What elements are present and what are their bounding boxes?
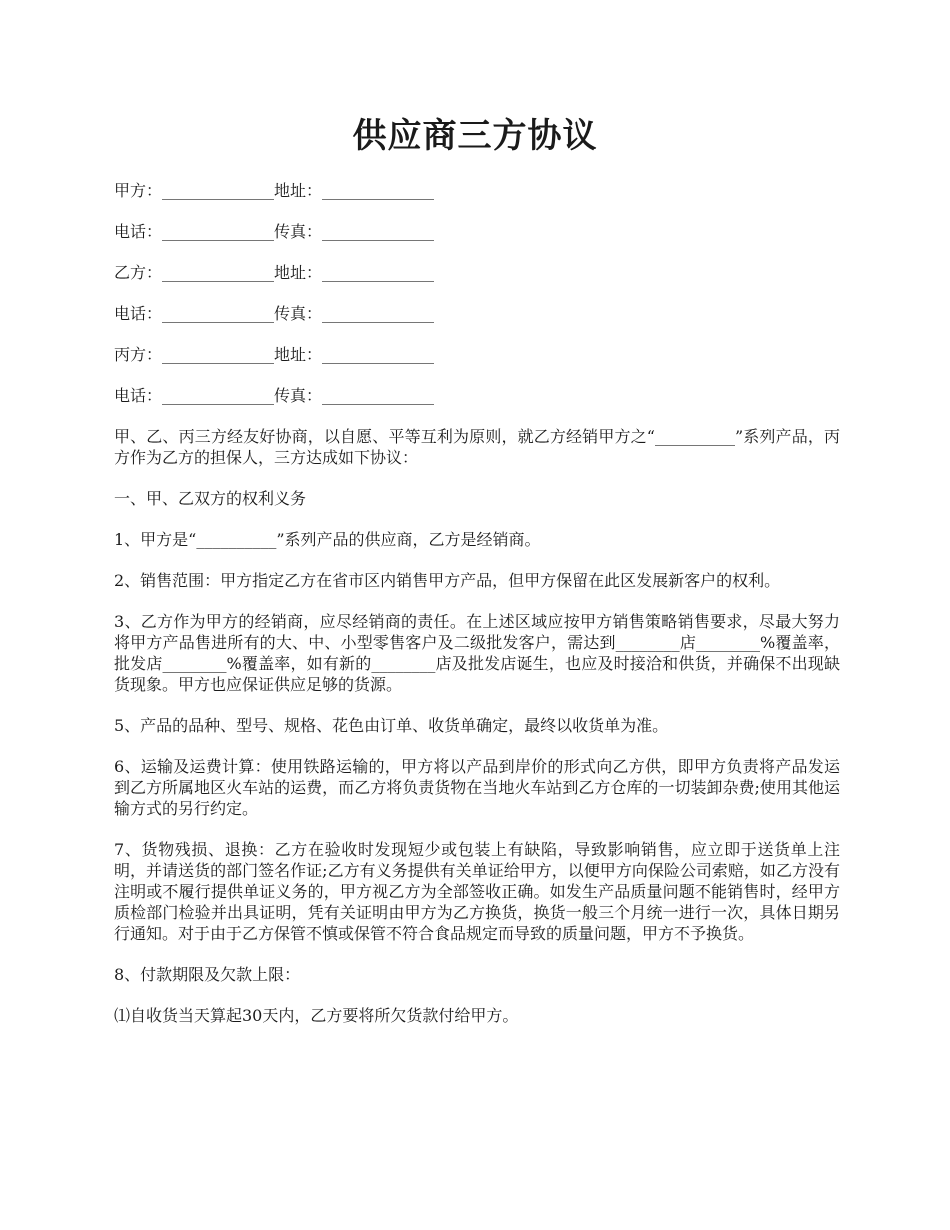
clause-8: 8、付款期限及欠款上限： <box>114 965 301 984</box>
party-b-line: 乙方：______________地址：______________ <box>114 263 435 282</box>
clause-5: 5、产品的品种、型号、规格、花色由订单、收货单确定，最终以收货单为准。 <box>114 716 669 735</box>
document-body <box>114 180 840 1046</box>
clause-1: 1、甲方是“__________”系列产品的供应商，乙方是经销商。 <box>114 530 541 549</box>
preamble-paragraph: 甲、乙、丙三方经友好协商，以自愿、平等互利为原则，就乙方经销甲方之“__________”系列产品，丙方作为乙方的担保人，三方达成如下协议： <box>114 427 840 467</box>
clause-7: 7、货物残损、退换：乙方在验收时发现短少或包装上有缺陷，导致影响销售，应立即于送货单上注明，并请送货的部门签名作证;乙方有义务提供有关单证给甲方，以便甲方向保险公司索赔，如乙方没有注明或不履行提供单证义务的，甲方视乙方为全部签收正确。如发生产品质量问题不能销售时，经甲方质检部门检验并出具证明，凭有关证明由甲方为乙方换货，换货一般三个月统一进行一次，具体日期另行通知。对于由于乙方保管不慎或保管不符合食品规定而导致的质量问题，甲方不予换货。 <box>114 840 840 943</box>
clause-3: 3、乙方作为甲方的经销商，应尽经销商的责任。在上述区域应按甲方销售策略销售要求，尽最大努力将甲方产品售进所有的大、中、小型零售客户及二级批发客户，需达到________店________%覆盖率，批发店________%覆盖率，如有新的________店及批发店诞生，也应及时接洽和供货，并确保不出现缺货现象。甲方也应保证供应足够的货源。 <box>114 612 840 694</box>
party-c-line: 丙方：______________地址：______________ <box>114 345 435 364</box>
clause-8-item-1: ⑴自收货当天算起30天内，乙方要将所欠货款付给甲方。 <box>114 1006 519 1025</box>
document-title: 供应商三方协议 <box>352 116 598 156</box>
clause-6: 6、运输及运费计算：使用铁路运输的，甲方将以产品到岸价的形式向乙方供，即甲方负责将产品发运到乙方所属地区火车站的运费，而乙方将负责货物在当地火车站到乙方仓库的一切装卸杂费;使用其他运输方式的另行约定。 <box>114 757 840 818</box>
party-c-contact-line: 电话：______________传真：______________ <box>114 386 435 405</box>
party-a-contact-line: 电话：______________传真：______________ <box>114 222 435 241</box>
party-a-line: 甲方：______________地址：______________ <box>114 181 435 200</box>
party-b-contact-line: 电话：______________传真：______________ <box>114 304 435 323</box>
clause-2: 2、销售范围：甲方指定乙方在省市区内销售甲方产品，但甲方保留在此区发展新客户的权利。 <box>114 571 781 590</box>
section-heading: 一、甲、乙双方的权利义务 <box>114 489 307 508</box>
